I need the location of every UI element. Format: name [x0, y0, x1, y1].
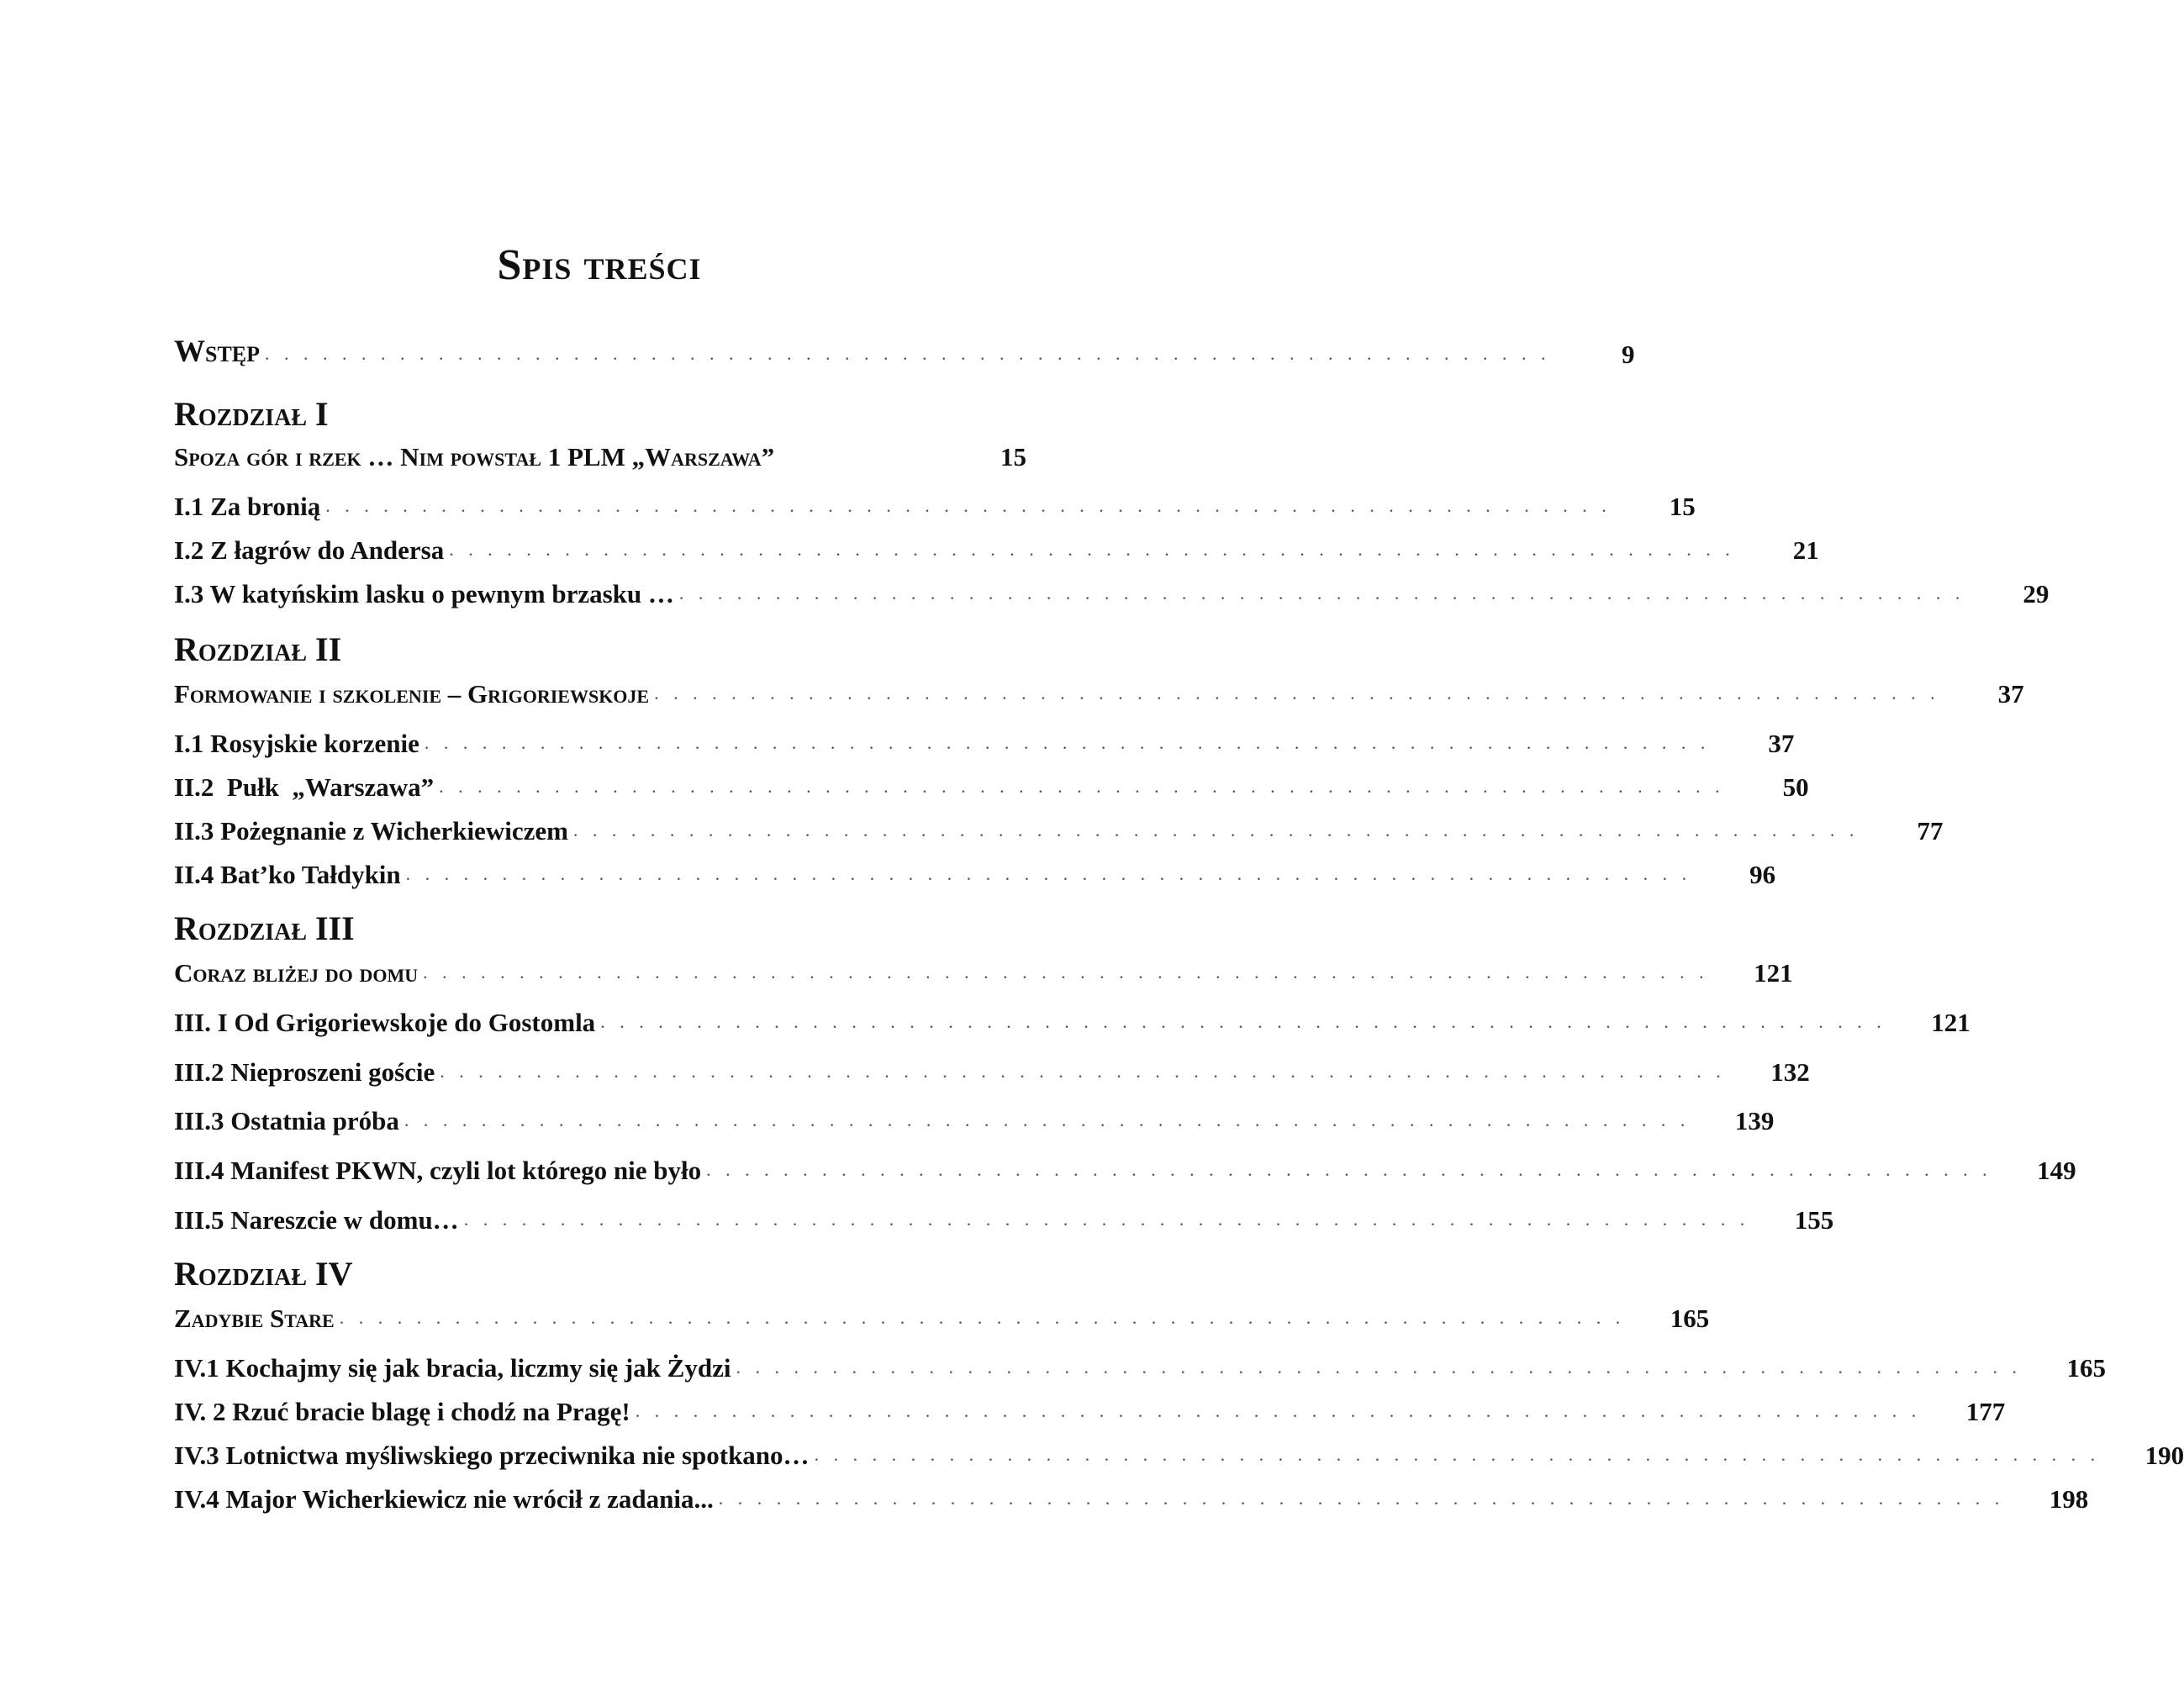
toc-entry-page: 9	[1622, 340, 1635, 369]
toc-entry-label: Coraz bliżej do domu	[174, 958, 419, 988]
toc-entry-label: III.4 Manifest PKWN, czyli lot którego nie było	[174, 1156, 702, 1185]
toc-entry-label: II.4 Bat’ko Tałdykin	[174, 860, 401, 889]
toc-entry-label: I.2 Z łagrów do Andersa	[174, 535, 445, 565]
toc-entry-page: 132	[1770, 1057, 1810, 1087]
toc-entry[interactable]	[174, 1188, 1834, 1235]
toc-entry[interactable]	[174, 1089, 1775, 1136]
toc-entry-page: 121	[1754, 958, 1793, 988]
toc-entry[interactable]	[174, 475, 1696, 522]
toc-entry-label: III.2 Nieproszeni goście	[174, 1057, 435, 1087]
toc-entry-page: 165	[2066, 1353, 2106, 1383]
leader-dots: . . . . . . . . . . . . . . . . . . . . . . . . . . . . . . . . . . . . . . . . . . . . . . . . . . . . . . . . . . . . . . . . . . .	[423, 961, 1709, 982]
toc-entry-label: I.3 W katyńskim lasku o pewnym brzasku …	[174, 579, 674, 608]
leader-dots: . . . . . . . . . . . . . . . . . . . . . . . . . . . . . . . . . . . . . . . . . . . . . . . . . . . . . . . . . . . . . . . . . . .	[654, 682, 1940, 703]
toc-entry[interactable]	[174, 843, 1776, 890]
toc-entry-page: 96	[1749, 860, 1776, 889]
toc-entry[interactable]	[174, 1467, 2089, 1515]
toc-entry-label: IV.3 Lotnictwa myśliwskiego przeciwnika nie spotkano…	[174, 1441, 810, 1470]
toc-entry-label: III.5 Nareszcie w domu…	[174, 1205, 459, 1235]
toc-entry[interactable]	[174, 799, 1944, 846]
toc-entry-page: 21	[1792, 535, 1819, 565]
leader-dots: . . . . . . . . . . . . . . . . . . . . . . . . . . . . . . . . . . . . . . . . . . . . . . . . . . . . . . . . . . . . . . . . . . .	[440, 1061, 1726, 1082]
chapter-subtitle-entry[interactable]	[174, 941, 1793, 988]
leader-dots: . . . . . . . . . . . . . . . . . . . . . . . . . . . . . . . . . . . . . . . . . . . . . . . . . . . . . . . . . . . . . . . . . . .	[814, 1444, 2101, 1465]
toc-entry-page: 15	[1000, 442, 1026, 471]
leader-dots: . . . . . . . . . . . . . . . . . . . . . . . . . . . . . . . . . . . . . . . . . . . . . . . . . . . . . . . . . . . . . . . . . . .	[678, 582, 1965, 603]
leader-dots: . . . . . . . . . . . . . . . . . . . . . . . . . . . . . . . . . . . . . . . . . . . . . . . . . . . . . . . . . . . . . . . . . . .	[439, 776, 1725, 797]
leader-dots: . . . . . . . . . . . . . . . . . . . . . . . . . . . . . . . . . . . . . . . . . . . . . . . . . . . . . . . . . . . . . . . . . . .	[736, 1356, 2022, 1378]
toc-entry-page: 149	[2037, 1156, 2076, 1185]
toc-entry[interactable]	[174, 712, 1795, 759]
leader-dots: . . . . . . . . . . . . . . . . . . . . . . . . . . . . . . . . . . . . . . . . . . . . . . . . . . . . . . . . . . . . . . . . . . .	[405, 863, 1692, 884]
toc-entry-intro[interactable]	[174, 323, 1635, 370]
toc-entry[interactable]	[174, 1139, 2076, 1186]
toc-entry-label: II.3 Pożegnanie z Wicherkiewiczem	[174, 816, 568, 846]
chapter-subtitle-entry[interactable]	[174, 425, 1026, 472]
page-title: Spis treści	[497, 241, 702, 289]
toc-entry-page: 165	[1670, 1304, 1710, 1333]
toc-entry-label: Zadybie Stare	[174, 1304, 335, 1333]
leader-dots: . . . . . . . . . . . . . . . . . . . . . . . . . . . . . . . . . . . . . . . . . . . . . . . . . . . . . . . . . . . . . . . . . . .	[449, 539, 1735, 560]
toc-entry-page: 37	[1768, 729, 1795, 758]
leader-dots: . . . . . . . . . . . . . . . . . . . . . . . . . . . . . . . . . . . . . . . . . . . . . . . . . . . . . . . . . . . . . . . . . . .	[463, 1209, 1750, 1230]
leader-dots: . . . . . . . . . . . . . . . . . . . . . . . . . . . . . . . . . . . . . . . . . . . . . . . . . . . . . . . . . . . . . . . . . . .	[404, 1109, 1691, 1130]
toc-entry-label: Formowanie i szkolenie – Grigoriewskoje	[174, 679, 650, 709]
chapter-subtitle-entry[interactable]	[174, 1287, 1710, 1334]
toc-entry[interactable]	[174, 991, 1970, 1038]
toc-entry-page: 155	[1794, 1205, 1834, 1235]
leader-dots: . . . . . . . . . . . . . . . . . . . . . . . . . . . . . . . . . . . . . . . . . . . . . . . . . . . . . . . . . . . . . . . . . . .	[424, 732, 1711, 753]
toc-entry-label: I.1 Rosyjskie korzenie	[174, 729, 419, 758]
toc-entry-page: 121	[1931, 1008, 1970, 1037]
leader-dots: . . . . . . . . . . . . . . . . . . . . . . . . . . . . . . . . . . . . . . . . . . . . . . . . . . . . . . . . . . . . . . . . . . .	[325, 495, 1612, 516]
leader-dots: . . . . . . . . . . . . . . . . . . . . . . . . . . . . . . . . . . . . . . . . . . . . . . . . . . . . . . . . . . . . . . . . . . .	[600, 1011, 1886, 1032]
leader-dots: . . . . . . . . . . . . . . . . . . . . . . . . . . . . . . . . . . . . . . . . . . . . . . . . . . . . . . . . . . . . . . . . . . .	[718, 1488, 2005, 1509]
leader-dots: . . . . . . . . . . . . . . . . . . . . . . . . . . . . . . . . . . . . . . . . . . . . . . . . . . . . . . . . . . . . . . . . . . .	[706, 1159, 1992, 1180]
toc-entry-label: IV.4 Major Wicherkiewicz nie wrócił z zadania...	[174, 1484, 714, 1514]
toc-entry[interactable]	[174, 1336, 2106, 1383]
toc-entry[interactable]	[174, 756, 1809, 803]
toc-entry-label: Wstęp	[174, 335, 261, 369]
leader-dots: . . . . . . . . . . . . . . . . . . . . . . . . . . . . . . . . . . . . . . . . . . . . . . . . . . . . . . . . . . . . . . . . . . .	[265, 343, 1551, 364]
toc-entry-page: 50	[1782, 772, 1809, 802]
chapter-heading: Rozdział III	[174, 909, 355, 947]
toc-entry-label: Spoza gór i rzek … Nim powstał 1 PLM „Warszawa”	[174, 442, 775, 471]
chapter-heading: Rozdział I	[174, 395, 329, 433]
toc-entry-label: IV. 2 Rzuć bracie blagę i chodź na Pragę!	[174, 1397, 630, 1426]
chapter-subtitle-entry[interactable]	[174, 662, 2024, 709]
leader-dots: . . . . . . . . . . . . . . . . . . . . . . . . . . . . . . . . . . . . . . . . . . . . . . . . . . . . . . . . . . . . . . . . . . .	[339, 1307, 1626, 1328]
chapter-heading: Rozdział II	[174, 630, 342, 668]
toc-entry-page: 139	[1734, 1106, 1775, 1135]
toc-entry-page: 77	[1917, 816, 1944, 846]
toc-entry[interactable]	[174, 562, 2049, 609]
toc-entry[interactable]	[174, 1424, 2184, 1471]
toc-entry[interactable]	[174, 1040, 1810, 1088]
toc-entry-label: II.2 Pułk „Warszawa”	[174, 772, 435, 802]
toc-entry-label: I.1 Za bronią	[174, 492, 321, 521]
toc-entry[interactable]	[174, 519, 1819, 566]
toc-entry-page: 15	[1669, 492, 1696, 521]
toc-entry[interactable]	[174, 1380, 2006, 1427]
toc-entry-page: 177	[1965, 1397, 2006, 1426]
toc-entry-label: IV.1 Kochajmy się jak bracia, liczmy się jak Żydzi	[174, 1353, 731, 1383]
toc-entry-page: 29	[2023, 579, 2049, 608]
toc-entry-label: III.3 Ostatnia próba	[174, 1106, 399, 1135]
chapter-heading: Rozdział IV	[174, 1255, 353, 1293]
toc-entry-label: III. I Od Grigoriewskoje do Gostomla	[174, 1008, 596, 1037]
leader-dots: . . . . . . . . . . . . . . . . . . . . . . . . . . . . . . . . . . . . . . . . . . . . . . . . . . . . . . . . . . . . . . . . . . .	[572, 819, 1860, 840]
leader-dots: . . . . . . . . . . . . . . . . . . . . . . . . . . . . . . . . . . . . . . . . . . . . . . . . . . . . . . . . . . . . . . . . . . .	[635, 1400, 1922, 1421]
toc-entry-page: 198	[2049, 1484, 2089, 1514]
toc-entry-page: 37	[1997, 679, 2024, 709]
toc-entry-page: 190	[2144, 1441, 2184, 1470]
